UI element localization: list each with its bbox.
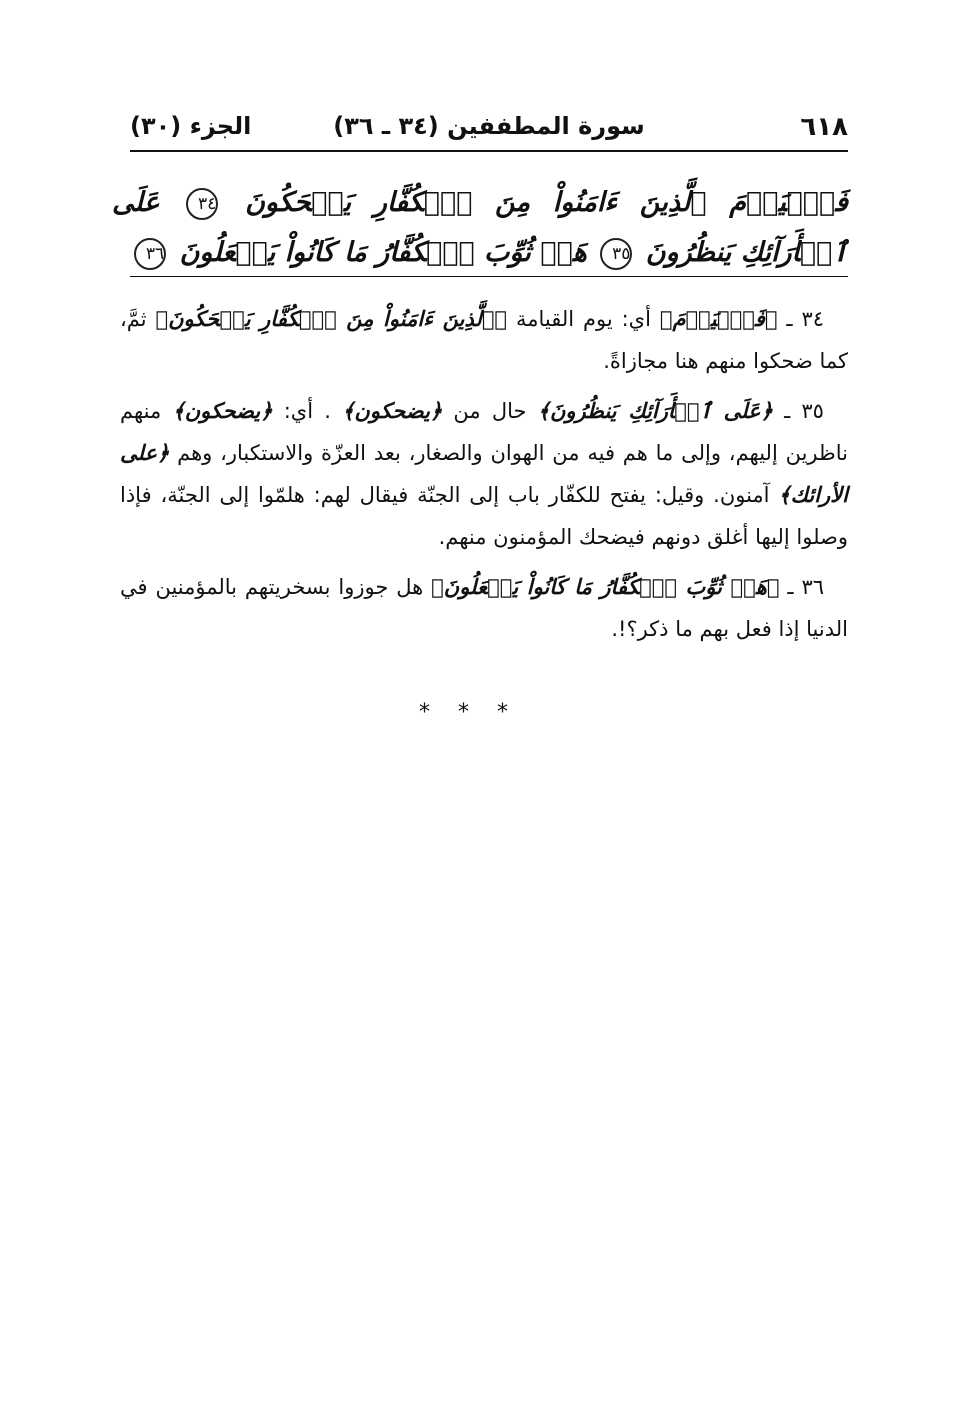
header-rule bbox=[130, 150, 848, 152]
quote: ﴿ٱلَّذِينَ ءَامَنُواْ مِنَ ٱلۡكُفَّارِ يَضۡحَكُونَ﴾ bbox=[155, 306, 508, 331]
quote: ﴿هَلۡ ثُوِّبَ ٱلۡكُفَّارُ مَا كَانُواْ يَفۡعَلُونَ﴾ bbox=[431, 574, 780, 599]
commentary-paragraph-36 bbox=[120, 566, 848, 650]
surah-title: سورة المطففين (٣٤ ـ ٣٦) bbox=[333, 112, 645, 140]
verse-number-marker: ٣٤ bbox=[186, 188, 218, 220]
text: ثمَّ، كما ضحكوا منهم هنا مجازاةً. bbox=[120, 307, 848, 373]
commentary-paragraph-35 bbox=[120, 390, 848, 558]
text: آمنون. وقيل: يفتح للكفّار باب إلى الجنّة فيقال لهم: هلمّوا إلى الجنّة، فإذا وصلوا إليها أغلق دونهم فيضحك المؤمنون منهم. bbox=[120, 483, 848, 549]
text: أي: يوم القيامة bbox=[515, 307, 651, 331]
verse-36-text: هَلۡ ثُوِّبَ ٱلۡكُفَّارُ مَا كَانُواْ يَفۡعَلُونَ bbox=[179, 237, 587, 268]
quote: ﴿فَٱلۡيَوۡمَ﴾ bbox=[659, 306, 778, 331]
quote: ﴿عَلَى ٱلۡأَرَآئِكِ يَنظُرُونَ﴾ bbox=[537, 398, 773, 423]
verses-divider-rule bbox=[130, 276, 848, 277]
page-number: ٦١٨ bbox=[800, 112, 848, 142]
text: . أي: bbox=[283, 399, 331, 423]
quote: ﴿يضحكون﴾ bbox=[342, 398, 443, 423]
verse-number-marker: ٣٦ bbox=[134, 238, 166, 270]
verse-35-text: عَلَى ٱلۡأَرَآئِكِ يَنظُرُونَ bbox=[112, 187, 848, 268]
juz-label: الجزء (٣٠) bbox=[130, 112, 252, 140]
text: منهم ناظرين إليهم، وإلى ما هم فيه من الهوان والصغار، بعد العزّة والاستكبار، وهم bbox=[120, 399, 848, 465]
page-header bbox=[130, 112, 848, 148]
quote: ﴿على الأرائك﴾ bbox=[120, 440, 848, 507]
verse-number-marker: ٣٥ bbox=[600, 238, 632, 270]
text: هل جوزوا بسخريتهم بالمؤمنين في الدنيا إذا فعل بهم ما ذكر؟!. bbox=[120, 575, 848, 641]
commentary-paragraph-34 bbox=[120, 298, 848, 382]
tafsir-commentary bbox=[120, 298, 848, 658]
paragraph-number: ٣٥ ـ bbox=[784, 399, 824, 423]
text: حال من bbox=[453, 399, 527, 423]
quran-verses-block bbox=[112, 178, 848, 278]
section-divider-asterisks: *** bbox=[419, 700, 536, 725]
quote: ﴿يضحكون﴾ bbox=[172, 398, 273, 423]
paragraph-number: ٣٦ ـ bbox=[787, 575, 824, 599]
verse-34-text: فَٱلۡيَوۡمَ ٱلَّذِينَ ءَامَنُواْ مِنَ ٱلۡكُفَّارِ يَضۡحَكُونَ bbox=[245, 187, 848, 218]
paragraph-number: ٣٤ ـ bbox=[786, 307, 824, 331]
